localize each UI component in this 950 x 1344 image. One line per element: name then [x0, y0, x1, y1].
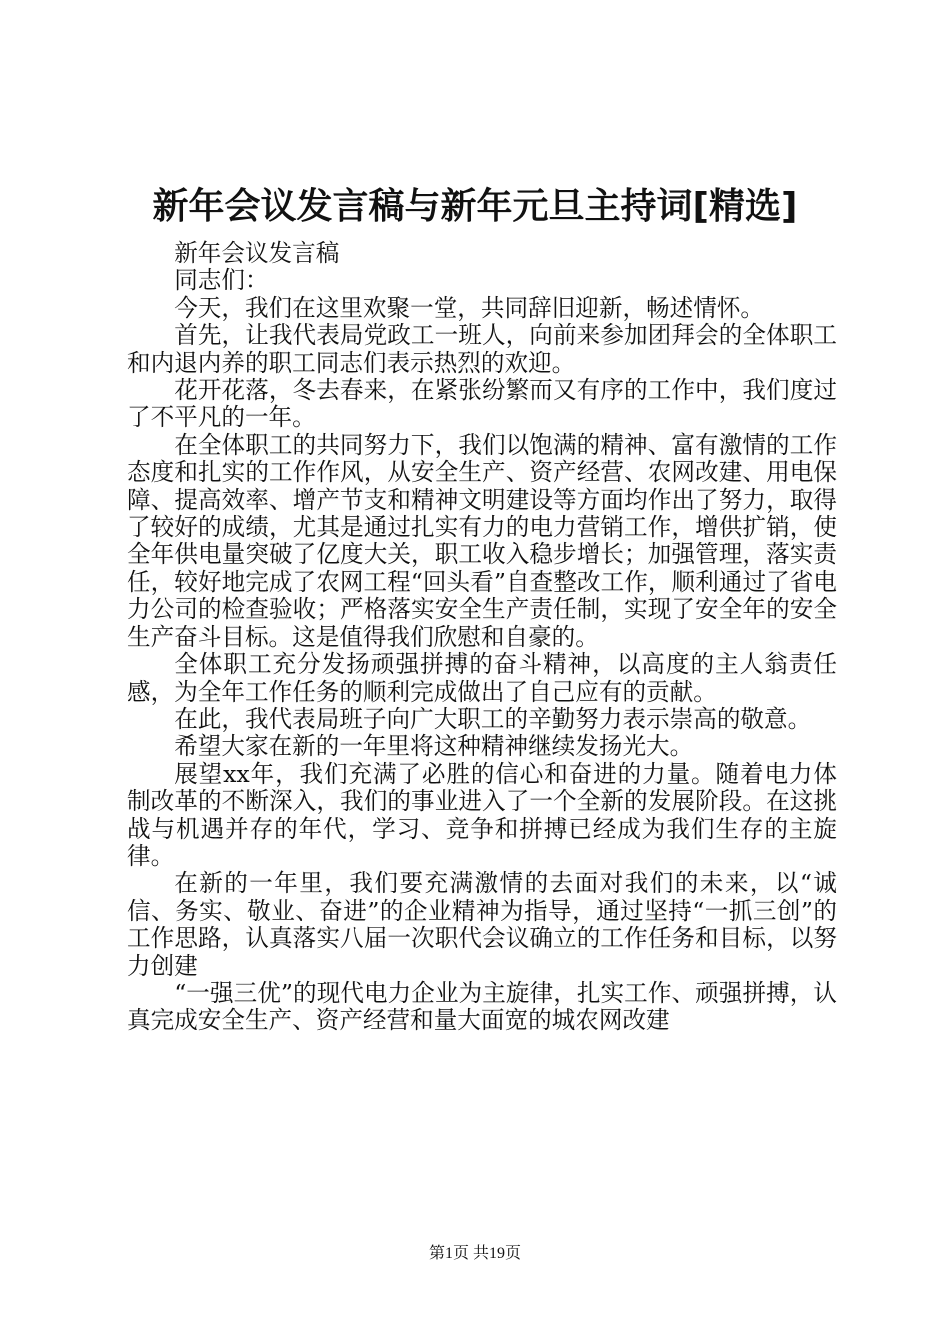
paragraph: 今天，我们在这里欢聚一堂，共同辞旧迎新，畅述情怀。 — [174, 293, 765, 322]
paragraph: 花开花落，冬去春来，在紧张纷繁而又有序的工作中，我们度过了不平凡的一年。 — [127, 376, 837, 432]
document-title: 新年会议发言稿与新年元旦主持词[精选] — [152, 186, 798, 227]
paragraph: 展望xx年，我们充满了必胜的信心和奋进的力量。随着电力体制改革的不断深入，我们的事业进入了一个全新的发展阶段。在这挑战与机遇并存的年代，学习、竞争和拼搏已经成为我们生存的主旋律。 — [127, 759, 837, 870]
paragraph: 在新的一年里，我们要充满激情的去面对我们的未来，以“诚信、务实、敬业、奋进”的企业精神为指导，通过坚持“一抓三创”的工作思路，认真落实八届一次职代会议确立的工作任务和目标，以努力创建 — [127, 869, 837, 980]
paragraph: 在全体职工的共同努力下，我们以饱满的精神、富有激情的工作态度和扎实的工作作风，从安全生产、资产经营、农网改建、用电保障、提高效率、增产节支和精神文明建设等方面均作出了努力，取得了较好的成绩，尤其是通过扎实有力的电力营销工作，增供扩销，使全年供电量突破了亿度大关，职工收入稳步增长；加强管理，落实责任，较好地完成了农网工程“回头看”自查整改工作，顺利通过了省电力公司的检查验收；严格落实安全生产责任制，实现了安全年的安全生产奋斗目标。这是值得我们欣慰和自豪的。 — [127, 430, 837, 651]
paragraph: 首先，让我代表局党政工一班人，向前来参加团拜会的全体职工和内退内养的职工同志们表示热烈的欢迎。 — [127, 321, 837, 377]
paragraph: 在此，我代表局班子向广大职工的辛勤努力表示崇高的敬意。 — [174, 704, 812, 733]
document-body — [127, 240, 837, 1035]
paragraph: 同志们： — [174, 266, 269, 295]
paragraph: 希望大家在新的一年里将这种精神继续发扬光大。 — [174, 732, 694, 761]
page-number-footer: 第1页 共19页 — [428, 1245, 521, 1262]
paragraph: “一强三优”的现代电力企业为主旋律，扎实工作、顽强拼搏，认真完成安全生产、资产经营和量大面宽的城农网改建 — [127, 978, 837, 1035]
paragraph: 新年会议发言稿 — [174, 239, 340, 267]
paragraph: 全体职工充分发扬顽强拼搏的奋斗精神，以高度的主人翁责任感，为全年工作任务的顺利完成做出了自己应有的贡献。 — [127, 650, 837, 706]
